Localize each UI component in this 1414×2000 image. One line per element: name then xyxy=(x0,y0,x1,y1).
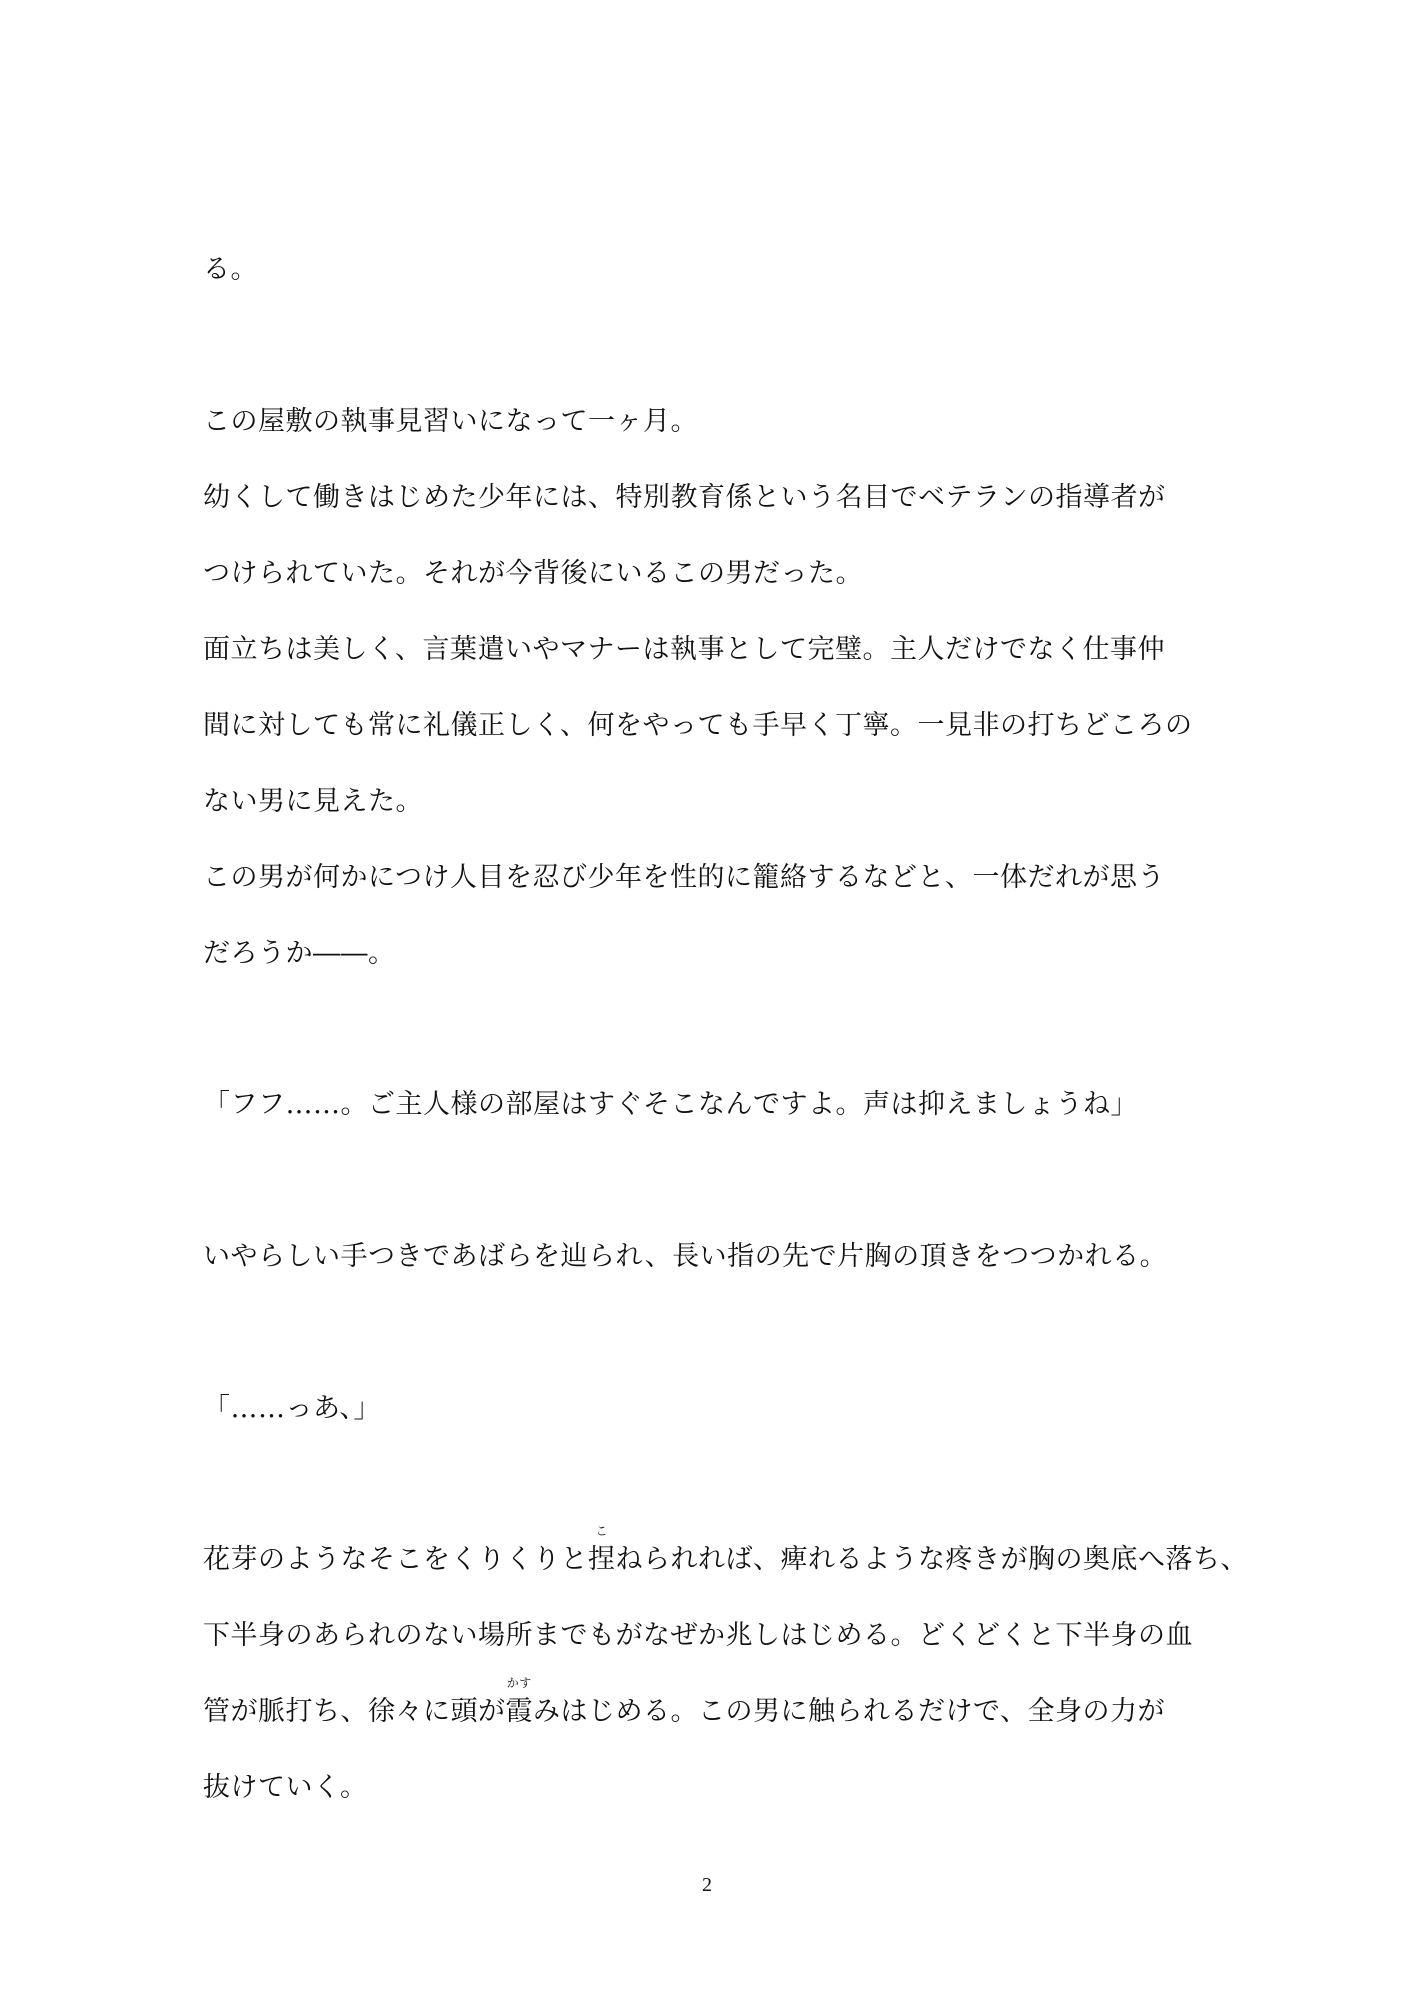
text-line-7: ない男に見えた。 xyxy=(203,786,423,817)
dialogue-line-1: 「フフ……。ご主人様の部屋はすぐそこなんですよ。声は抑えましょうね」 xyxy=(203,1089,1138,1120)
ruby-base: 捏 xyxy=(588,1544,616,1575)
text-line-10: いやらしい手つきであばらを辿られ、長い指の先で片胸の頂きをつつかれる。 xyxy=(203,1241,1168,1272)
dialogue-line-2: 「……っあ、」 xyxy=(203,1393,381,1424)
page-number: 2 xyxy=(702,1874,712,1896)
ruby-reading: こ xyxy=(595,1524,609,1538)
text-segment: 管が脈打ち、徐々に頭が xyxy=(203,1696,506,1727)
text-line-12: 下半身のあられのない場所までもがなぜか兆しはじめる。どくどくと下半身の血 xyxy=(203,1620,1193,1651)
text-line-6: 間に対しても常に礼儀正しく、何をやっても手早く丁寧。一見非の打ちどころの xyxy=(203,710,1193,741)
text-line-13 xyxy=(203,1676,1233,1732)
ruby-annotated-word xyxy=(505,1676,534,1732)
text-segment: 花芽のようなそこをくりくりと xyxy=(203,1544,588,1575)
text-line-3: 幼くして働きはじめた少年には、特別教育係という名目でベテランの指導者が xyxy=(203,482,1166,513)
text-segment: ねられれば、痺れるような疼きが胸の奥底へ落ち、 xyxy=(615,1544,1248,1575)
text-line-14: 抜けていく。 xyxy=(203,1772,368,1803)
text-line-8: この男が何かにつけ人目を忍び少年を性的に籠絡するなどと、一体だれが思う xyxy=(203,862,1165,893)
text-line-5: 面立ちは美しく、言葉遣いやマナーは執事として完璧。主人だけでなく仕事仲 xyxy=(203,634,1165,665)
ruby-reading: かす xyxy=(506,1676,532,1690)
text-line-4: つけられていた。それが今背後にいるこの男だった。 xyxy=(203,558,863,589)
ruby-base: 霞 xyxy=(505,1696,533,1727)
text-segment: みはじめる。この男に触られるだけで、全身の力が xyxy=(533,1696,1165,1727)
text-line-1: る。 xyxy=(203,254,258,285)
text-line-9: だろうか――。 xyxy=(203,938,396,969)
ruby-annotated-word xyxy=(588,1524,616,1580)
text-line-11 xyxy=(203,1524,1248,1580)
text-line-2: この屋敷の執事見習いになって一ヶ月。 xyxy=(203,406,698,437)
